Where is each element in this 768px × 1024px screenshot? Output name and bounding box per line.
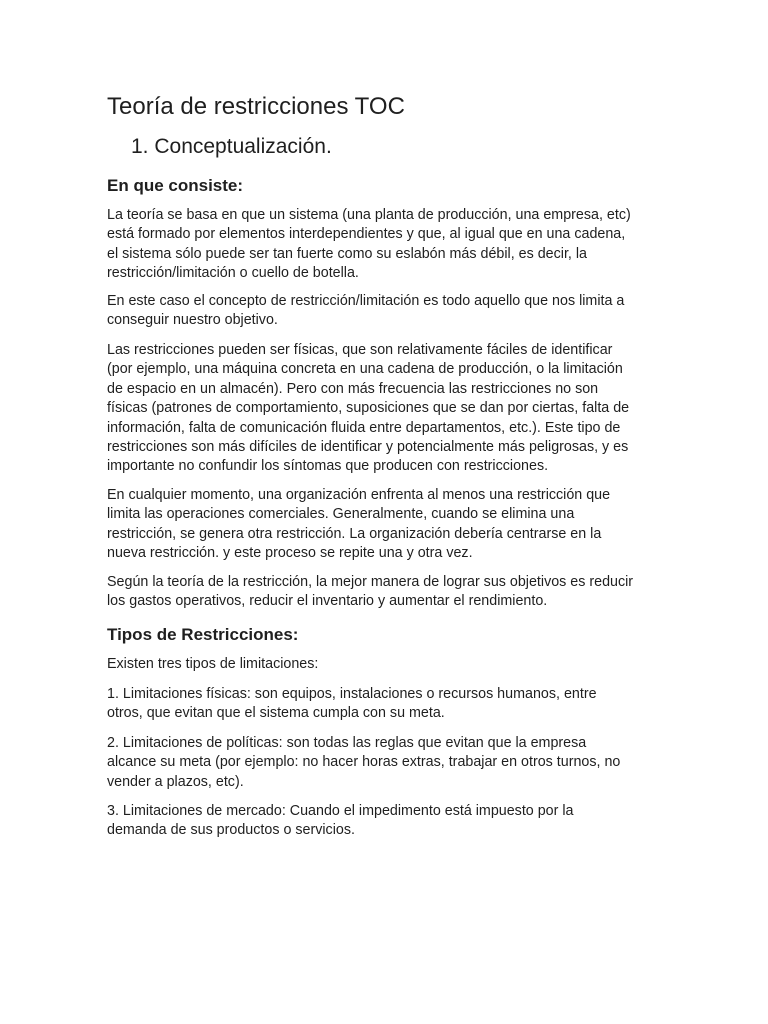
paragraph-line: Existen tres tipos de limitaciones: — [107, 656, 319, 672]
paragraph-line: el sistema sólo puede ser tan fuerte como su eslabón más débil, es decir, la — [107, 245, 587, 262]
paragraph-line: nueva restricción. y este proceso se repite una y otra vez. — [107, 545, 473, 562]
paragraph — [107, 206, 631, 284]
paragraph — [107, 292, 624, 331]
paragraph-line: En este caso el concepto de restricción/limitación es todo aquello que nos limita a — [107, 293, 625, 309]
section-heading-conceptualizacion: 1. Conceptualización. — [131, 135, 332, 158]
paragraph-line: La teoría se basa en que un sistema (una planta de producción, una empresa, etc) — [107, 207, 631, 223]
paragraph-line: 3. Limitaciones de mercado: Cuando el impedimento está impuesto por la — [107, 803, 574, 819]
paragraph-line: restricciones son más difíciles de identificar y potencialmente más peligrosas, y es — [107, 439, 629, 456]
paragraph-line: físicas (patrones de comportamiento, suposiciones que se dan por ciertas, falta de — [107, 400, 630, 417]
paragraph-line: está formado por elementos interdependientes y que, al igual que en una cadena, — [107, 226, 626, 243]
paragraph-line: En cualquier momento, una organización enfrenta al menos una restricción que — [107, 487, 611, 503]
paragraph-line: limita las operaciones comerciales. Generalmente, cuando se elimina una — [107, 506, 575, 523]
list-item — [107, 802, 574, 841]
document-title: Teoría de restricciones TOC — [107, 93, 405, 120]
paragraph-line: 1. Limitaciones físicas: son equipos, instalaciones o recursos humanos, entre — [107, 686, 597, 702]
paragraph — [107, 486, 610, 564]
paragraph-line: los gastos operativos, reducir el inventario y aumentar el rendimiento. — [107, 593, 548, 610]
paragraph-line: (por ejemplo, una máquina concreta en una cadena de producción, o la limitación — [107, 361, 623, 378]
list-item — [107, 685, 597, 724]
paragraph-line: demanda de sus productos o servicios. — [107, 822, 355, 839]
paragraph-line: importante no confundir los síntomas que producen con restricciones. — [107, 458, 549, 475]
paragraph-line: vender a plazos, etc). — [107, 773, 244, 790]
paragraph-line: restricción/limitación o cuello de botella. — [107, 265, 359, 282]
paragraph-line: Según la teoría de la restricción, la mejor manera de lograr sus objetivos es reducir — [107, 574, 634, 590]
paragraph — [107, 341, 629, 477]
paragraph — [107, 655, 318, 674]
paragraph-line: otros, que evitan que el sistema cumpla con su meta. — [107, 705, 445, 722]
paragraph-line: 2. Limitaciones de políticas: son todas las reglas que evitan que la empresa — [107, 735, 587, 751]
paragraph-line: conseguir nuestro objetivo. — [107, 312, 278, 329]
paragraph-line: alcance su meta (por ejemplo: no hacer horas extras, trabajar en otros turnos, no — [107, 754, 621, 771]
paragraph-line: de espacio en un almacén). Pero con más frecuencia las restricciones no son — [107, 380, 599, 397]
list-item — [107, 734, 620, 792]
paragraph-line: información, falta de comunicación fluida entre departamentos, etc.). Este tipo de — [107, 419, 621, 436]
subheading-tipos-de-restricciones: Tipos de Restricciones: — [107, 625, 299, 644]
paragraph-line: Las restricciones pueden ser físicas, que son relativamente fáciles de identificar — [107, 342, 613, 358]
paragraph-line: restricción, se genera otra restricción. La organización debería centrarse en la — [107, 525, 602, 542]
subheading-en-que-consiste: En que consiste: — [107, 176, 244, 195]
paragraph — [107, 573, 633, 612]
